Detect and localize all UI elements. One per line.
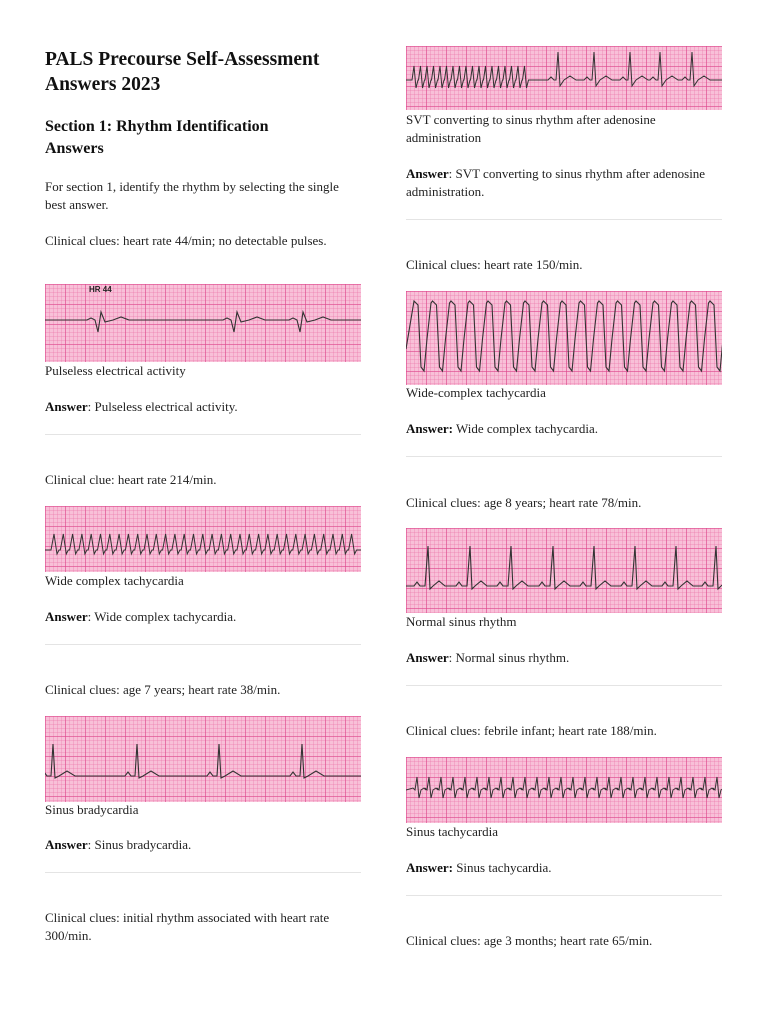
answer-value: : Sinus bradycardia. xyxy=(87,837,192,852)
ecg-strip-normal-sinus xyxy=(406,528,722,613)
rhythm-caption: Pulseless electrical activity xyxy=(45,363,186,378)
title-line-2: Answers 2023 xyxy=(45,74,161,95)
answer-label: Answer: xyxy=(406,860,453,875)
answer-value: Sinus tachycardia. xyxy=(452,860,552,875)
section-heading-line-2: Answers xyxy=(45,140,104,157)
ecg-strip-wide-complex-150 xyxy=(406,291,722,385)
ecg-trace xyxy=(406,546,722,589)
answer-value: : Normal sinus rhythm. xyxy=(448,650,570,665)
ecg-trace xyxy=(406,777,722,798)
rhythm-caption: Sinus tachycardia xyxy=(406,824,499,839)
clinical-clue: Clinical clues: heart rate 44/min; no detectable pulses. xyxy=(45,233,327,248)
divider xyxy=(406,895,722,896)
ecg-strip-sinus-brady xyxy=(45,716,361,802)
ecg-trace xyxy=(406,301,722,371)
ecg-trace xyxy=(45,534,361,554)
rhythm-caption: Wide complex tachycardia xyxy=(45,573,184,588)
ecg-trace xyxy=(45,744,361,778)
answer-value: Wide complex tachycardia. xyxy=(452,421,599,436)
rhythm-caption: Normal sinus rhythm xyxy=(406,614,517,629)
ecg-trace xyxy=(406,52,722,88)
rhythm-caption: Sinus bradycardia xyxy=(45,802,139,817)
ecg-strip-pea xyxy=(45,284,361,362)
clinical-clue: Clinical clues: heart rate 150/min. xyxy=(406,257,583,272)
clinical-clue: Clinical clues: initial rhythm associated with heart rate 300/min. xyxy=(45,910,330,943)
answer-label: Answer xyxy=(45,609,88,624)
clinical-clue: Clinical clue: heart rate 214/min. xyxy=(45,472,217,487)
divider xyxy=(406,219,722,220)
answer-value: : Pulseless electrical activity. xyxy=(87,399,238,414)
divider xyxy=(45,644,361,645)
answer-label: Answer xyxy=(406,650,449,665)
answer-label: Answer xyxy=(45,837,88,852)
intro-text: For section 1, identify the rhythm by selecting the single best answer. xyxy=(45,179,339,212)
answer-label: Answer: xyxy=(406,421,453,436)
strip-label: HR 44 xyxy=(89,285,112,294)
answer-value: : Wide complex tachycardia. xyxy=(87,609,237,624)
answer-text xyxy=(45,398,361,416)
ecg-trace xyxy=(45,312,361,332)
answer-text xyxy=(45,608,361,626)
answer-label: Answer xyxy=(406,166,449,181)
answer-value: : SVT converting to sinus rhythm after adenosine administration. xyxy=(406,166,706,199)
title-line-1: PALS Precourse Self-Assessment xyxy=(45,49,320,70)
document-title xyxy=(45,47,375,97)
clinical-clue: Clinical clues: age 8 years; heart rate 78/min. xyxy=(406,495,642,510)
ecg-strip-sinus-tachy xyxy=(406,757,722,823)
divider xyxy=(45,434,361,435)
section-heading xyxy=(45,116,365,160)
ecg-strip-wide-complex xyxy=(45,506,361,572)
divider xyxy=(406,456,722,457)
ecg-strip-svt-adenosine xyxy=(406,46,722,110)
divider xyxy=(45,872,361,873)
answer-text xyxy=(406,649,722,667)
clinical-clue: Clinical clues: age 3 months; heart rate 65/min. xyxy=(406,933,653,948)
answer-text xyxy=(45,836,361,854)
clinical-clue: Clinical clues: febrile infant; heart rate 188/min. xyxy=(406,723,657,738)
answer-text xyxy=(406,859,722,877)
section-heading-line-1: Section 1: Rhythm Identification xyxy=(45,118,269,135)
answer-text xyxy=(406,165,722,201)
clinical-clue: Clinical clues: age 7 years; heart rate 38/min. xyxy=(45,682,281,697)
rhythm-caption: SVT converting to sinus rhythm after adenosine administration xyxy=(406,112,656,145)
answer-label: Answer xyxy=(45,399,88,414)
rhythm-caption: Wide-complex tachycardia xyxy=(406,385,546,400)
divider xyxy=(406,685,722,686)
answer-text xyxy=(406,420,722,438)
